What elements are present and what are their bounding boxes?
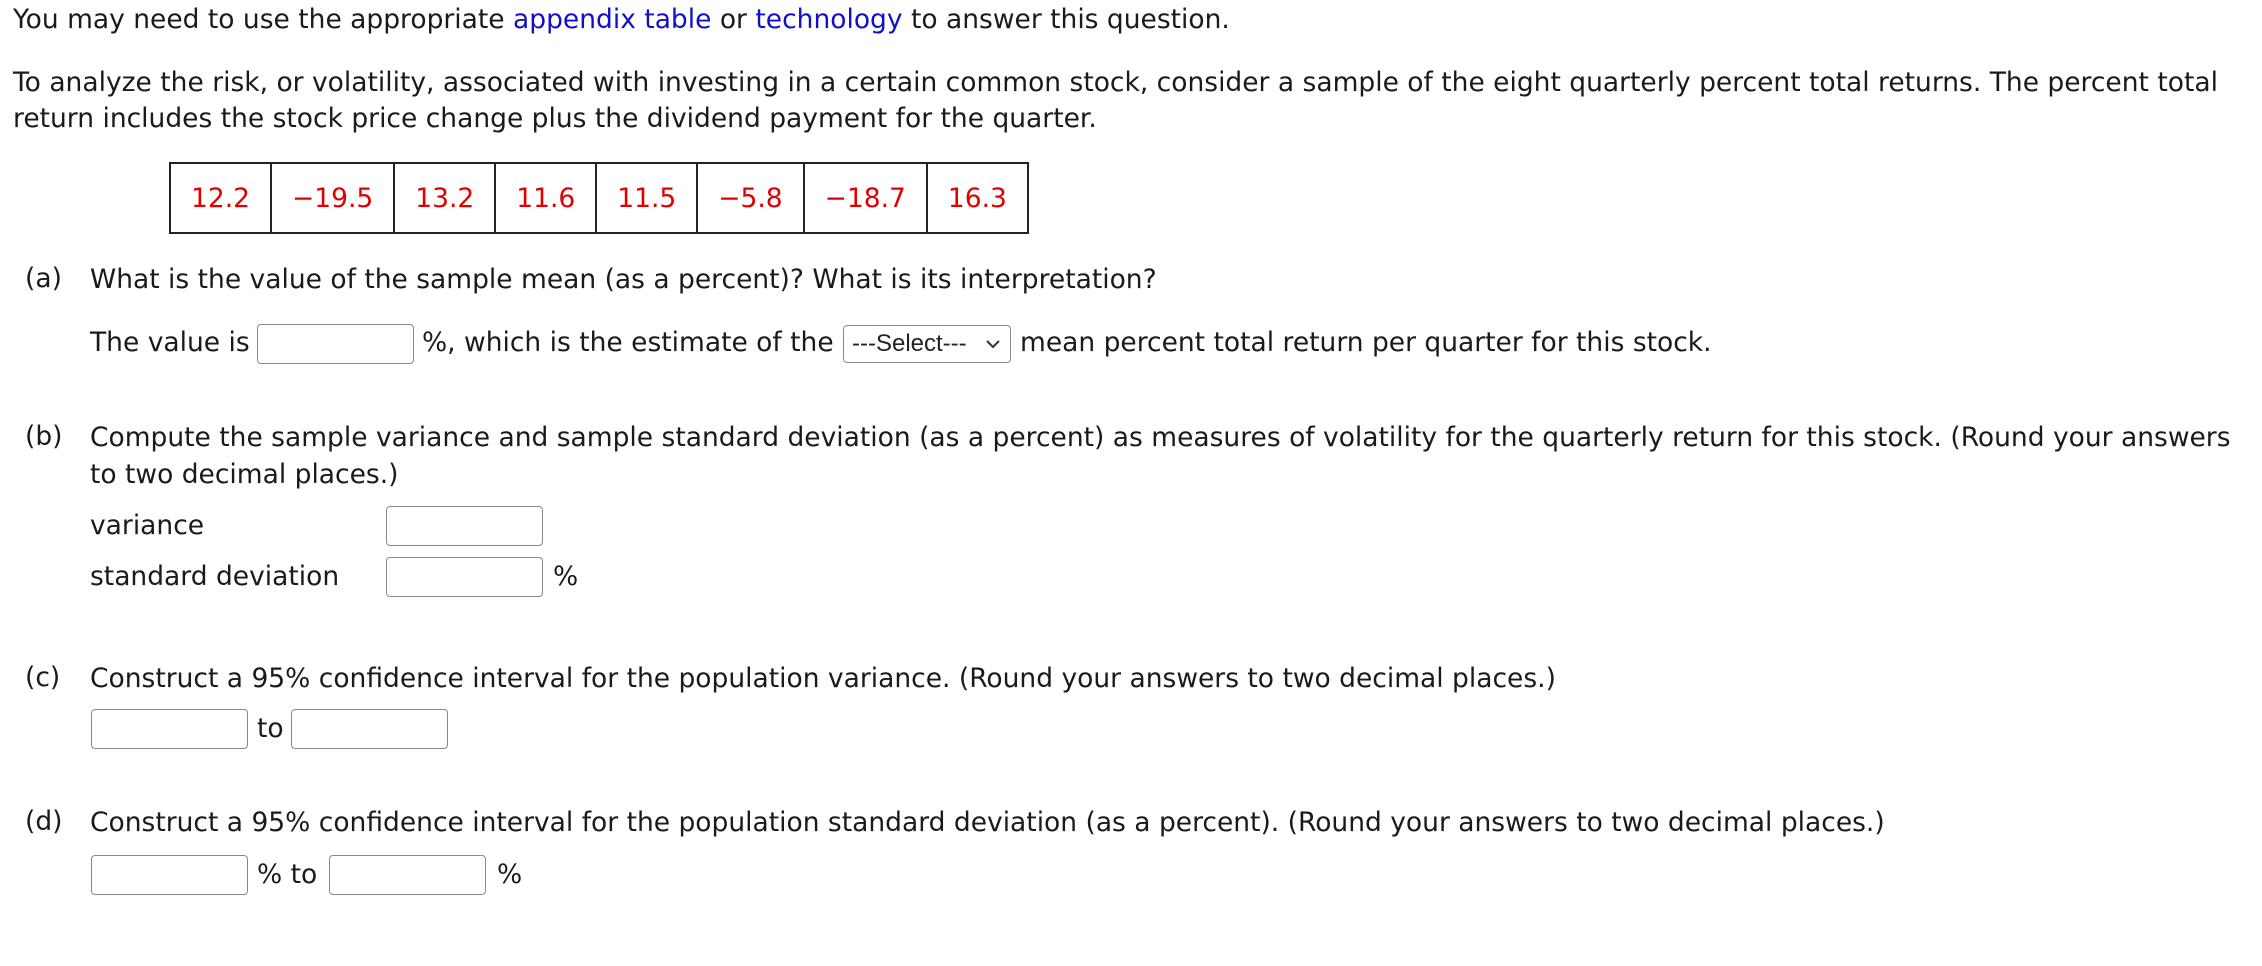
intro-middle: or xyxy=(711,4,756,35)
return-value: −19.5 xyxy=(271,163,394,233)
std-dev-ci-upper-input[interactable] xyxy=(329,855,486,895)
part-a-question: What is the value of the sample mean (as a percent)? What is its interpretation? xyxy=(90,264,1157,295)
part-a-middle: %, which is the estimate of the xyxy=(422,327,834,358)
intro-line xyxy=(13,4,1230,36)
return-value: 11.5 xyxy=(596,163,697,233)
returns-row xyxy=(170,163,1028,233)
std-dev-input[interactable] xyxy=(386,557,543,597)
return-value: 11.6 xyxy=(495,163,596,233)
return-value: −5.8 xyxy=(697,163,803,233)
part-c-label: (c) xyxy=(25,662,61,693)
intro-prefix: You may need to use the appropriate xyxy=(13,4,514,35)
variance-ci-to: to xyxy=(257,713,284,744)
problem-statement: To analyze the risk, or volatility, associated with investing in a certain common stock, consider a sample of the eight quarterly percent total returns. The percent total return includes the stock price change plus the dividend payment for the quarter. xyxy=(13,67,2218,134)
appendix-table-link[interactable]: appendix table xyxy=(513,4,712,35)
variance-label: variance xyxy=(90,510,205,541)
std-dev-label: standard deviation xyxy=(90,561,340,592)
returns-table xyxy=(169,162,1029,234)
select-value: ---Select--- xyxy=(852,330,967,357)
variance-ci-upper-input[interactable] xyxy=(291,709,448,749)
std-dev-ci-lower-input[interactable] xyxy=(91,855,248,895)
return-value: −18.7 xyxy=(804,163,927,233)
std-dev-unit: % xyxy=(553,561,579,592)
return-value: 13.2 xyxy=(394,163,495,233)
variance-ci-lower-input[interactable] xyxy=(91,709,248,749)
chevron-down-icon xyxy=(984,335,1002,353)
part-c-question: Construct a 95% confidence interval for the population variance. (Round your answers to two decimal places.) xyxy=(90,663,1556,694)
part-a-label: (a) xyxy=(25,263,62,294)
intro-suffix: to answer this question. xyxy=(902,4,1230,35)
part-b-label: (b) xyxy=(25,421,63,452)
variance-input[interactable] xyxy=(386,506,543,546)
std-dev-ci-to: % to xyxy=(257,859,318,890)
sample-mean-input[interactable] xyxy=(257,324,414,364)
return-value: 12.2 xyxy=(170,163,271,233)
std-dev-ci-unit: % xyxy=(497,859,523,890)
part-a-prefix: The value is xyxy=(90,327,250,358)
part-d-label: (d) xyxy=(25,806,63,837)
return-value: 16.3 xyxy=(927,163,1028,233)
part-b-question: Compute the sample variance and sample standard deviation (as a percent) as measures of volatility for the quarterly return for this stock. (Round your answers to two decimal places.) xyxy=(90,422,2231,490)
part-a-suffix: mean percent total return per quarter for this stock. xyxy=(1020,327,1712,358)
interpretation-select[interactable] xyxy=(843,325,1011,363)
part-d-question: Construct a 95% confidence interval for the population standard deviation (as a percent). (Round your answers to two decimal places.) xyxy=(90,807,1885,838)
technology-link[interactable]: technology xyxy=(755,4,903,35)
